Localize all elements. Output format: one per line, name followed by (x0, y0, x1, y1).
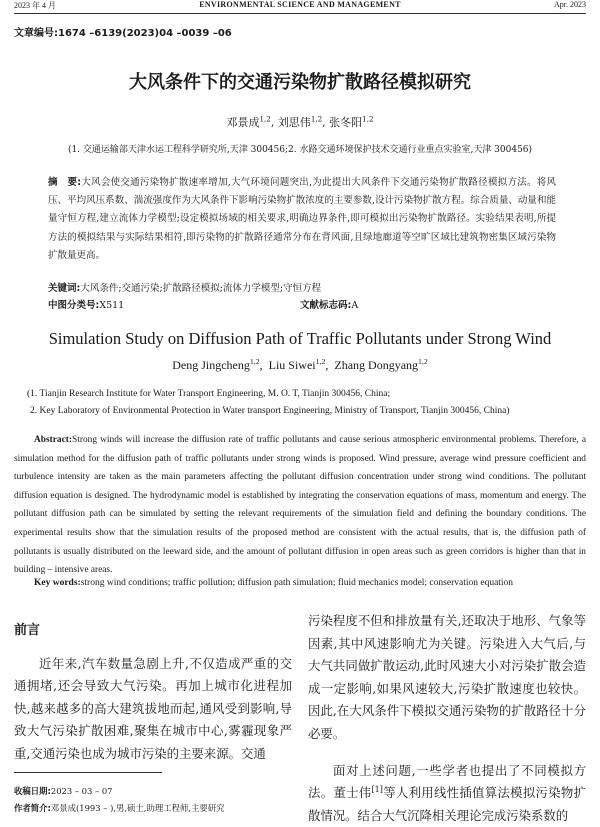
clc-number: 中图分类号:X511 (48, 300, 125, 311)
chinese-keywords (48, 280, 321, 294)
body-left-column (14, 610, 292, 766)
chinese-keywords-text: 大风条件;交通污染;扩散路径模拟;流体力学模型;守恒方程 (80, 283, 322, 294)
section-title-preface: 前言 (14, 623, 41, 638)
header-date-en: Apr. 2023 (554, 0, 586, 9)
english-keywords-label: Key words: (34, 578, 81, 588)
footnote-author: 作者简介:邓景成(1993 – ),男,硕士,助理工程师,主要研究 (14, 803, 225, 813)
english-abstract-text: Strong winds will increase the diffusion rate of traffic pollutants and cause serious atmospheric environmental problems. Therefore, a simulation method for the diffusion path of traffic pollutants under strong winds is proposed. Wind pressure, average wind pressure coefficient and turbulence intensity are taken as the main parameters affecting the pollutant diffusion concentration under strong wind conditions. The pollutant diffusion equation is designed. The hydrodynamic model is established by integrating the conservation equations of mass, momentum and energy. The pollutant diffusion path can be simulated by setting the relevant requirements of the simulation field and defining the boundary conditions. The experimental results show that the simulation results of the proposed method are consistent with the actual results, that is, the diffusion path of pollutants is usually distributed on the leeward side, and the amount of pollutant diffusion in open areas such as green corridors is higher than that in building – intensive areas. (14, 435, 586, 576)
chinese-affiliation: (1. 交通运输部天津水运工程科学研究所,天津 300456;2. 水路交通环境保护技术交通行业重点实验室,天津 300456) (67, 145, 533, 155)
english-title: Simulation Study on Diffusion Path of Traffic Pollutants under Strong Wind (48, 329, 552, 348)
article-number: 文章编号:1674 –6139(2023)04 –0039 –06 (14, 28, 232, 39)
author-1: 邓景成$^{1,2}$, (226, 114, 275, 129)
running-header (14, 0, 586, 14)
english-affiliation-1: (1. Tianjin Research Institute for Water Transport Engineering, M. O. T, Tianjin 300456, China; (27, 389, 391, 399)
english-keywords-text: strong wind conditions; traffic pollution; diffusion path simulation; fluid mechanics model; conservation equation (80, 578, 514, 588)
footnote-divider (14, 772, 162, 773)
header-journal-name: ENVIRONMENTAL SCIENCE AND MANAGEMENT (199, 0, 401, 9)
document-code: 文献标志码:A (300, 300, 359, 311)
english-abstract-label: Abstract: (34, 435, 73, 445)
citation-ref[interactable]: [1] (371, 785, 383, 795)
english-authors (0, 358, 600, 373)
english-affiliation-2: 2. Key Laboratory of Environmental Protection in Water transport Engineering, Ministry of Transport, Tianjin 300456, China) (30, 406, 510, 416)
footnote-received: 收稿日期:2023 – 03 – 07 (14, 786, 113, 796)
chinese-abstract (48, 174, 556, 265)
author-3: 张冬阳$^{1,2}$ (329, 114, 374, 129)
body-paragraph: 污染程度不但和排放量有关,还取决于地形、气象等因素,其中风速影响尤为关键。污染进入大气后,与大气共同做扩散运动,此时风速大小对污染扩散会造成一定影响,如果风速较大,污染扩散速度也较快。因此,在大风条件下模拟交通污染物的扩散路径十分必要。 (308, 613, 586, 741)
english-abstract (14, 431, 586, 580)
body-paragraph: 近年来,汽车数量急剧上升,不仅造成严重的交通拥堵,还会导致大气污染。再加上城市化进程加快,越来越多的高大建筑拔地而起,通风受到影响,导致大气污染扩散困难,聚集在城市中心,雾霾现象严重,交通污染也成为城市污染的主要来源。交通 (14, 655, 292, 761)
body-right-column (308, 610, 586, 827)
en-author-1: Deng Jingcheng$^{1,2}$, (172, 357, 269, 372)
chinese-abstract-text: 大风会使交通污染物扩散速率增加,大气环境问题突出,为此提出大风条件下交通污染物扩散路径模拟方法。将风压、平均风压系数、湍流强度作为大风条件下影响污染物扩散浓度的主要参数,设计污染物扩散方程。综合质量、动量和能量守恒方程,建立流体力学模型;设定模拟场域的相关要求,明确边界条件,即可模拟出污染物扩散路径。实验结果表明,所提方法的模拟结果与实际结果相符,即污染物的扩散路径通常分布在背风面,且绿地廊道等空旷区域比建筑物密集区域污染物扩散量更高。 (48, 177, 556, 261)
en-author-2: Liu Siwei$^{1,2}$, (268, 357, 335, 372)
english-keywords (34, 578, 513, 588)
chinese-authors (0, 114, 600, 130)
header-date-cn: 2023 年 4 月 (14, 1, 56, 10)
chinese-abstract-label: 摘 要: (48, 177, 82, 188)
chinese-keywords-label: 关键词: (48, 283, 81, 294)
author-2: 刘思伟$^{1,2}$, (277, 114, 326, 129)
body-paragraph: 面对上述问题,一些学者也提出了不同模拟方法。董士伟[1]等人利用线性插值算法模拟污染物扩散情况。结合大气沉降相关理论完成污染系数的 (308, 762, 587, 823)
en-author-3: Zhang Dongyang$^{1,2}$ (334, 357, 428, 372)
chinese-title: 大风条件下的交通污染物扩散路径模拟研究 (129, 72, 471, 93)
